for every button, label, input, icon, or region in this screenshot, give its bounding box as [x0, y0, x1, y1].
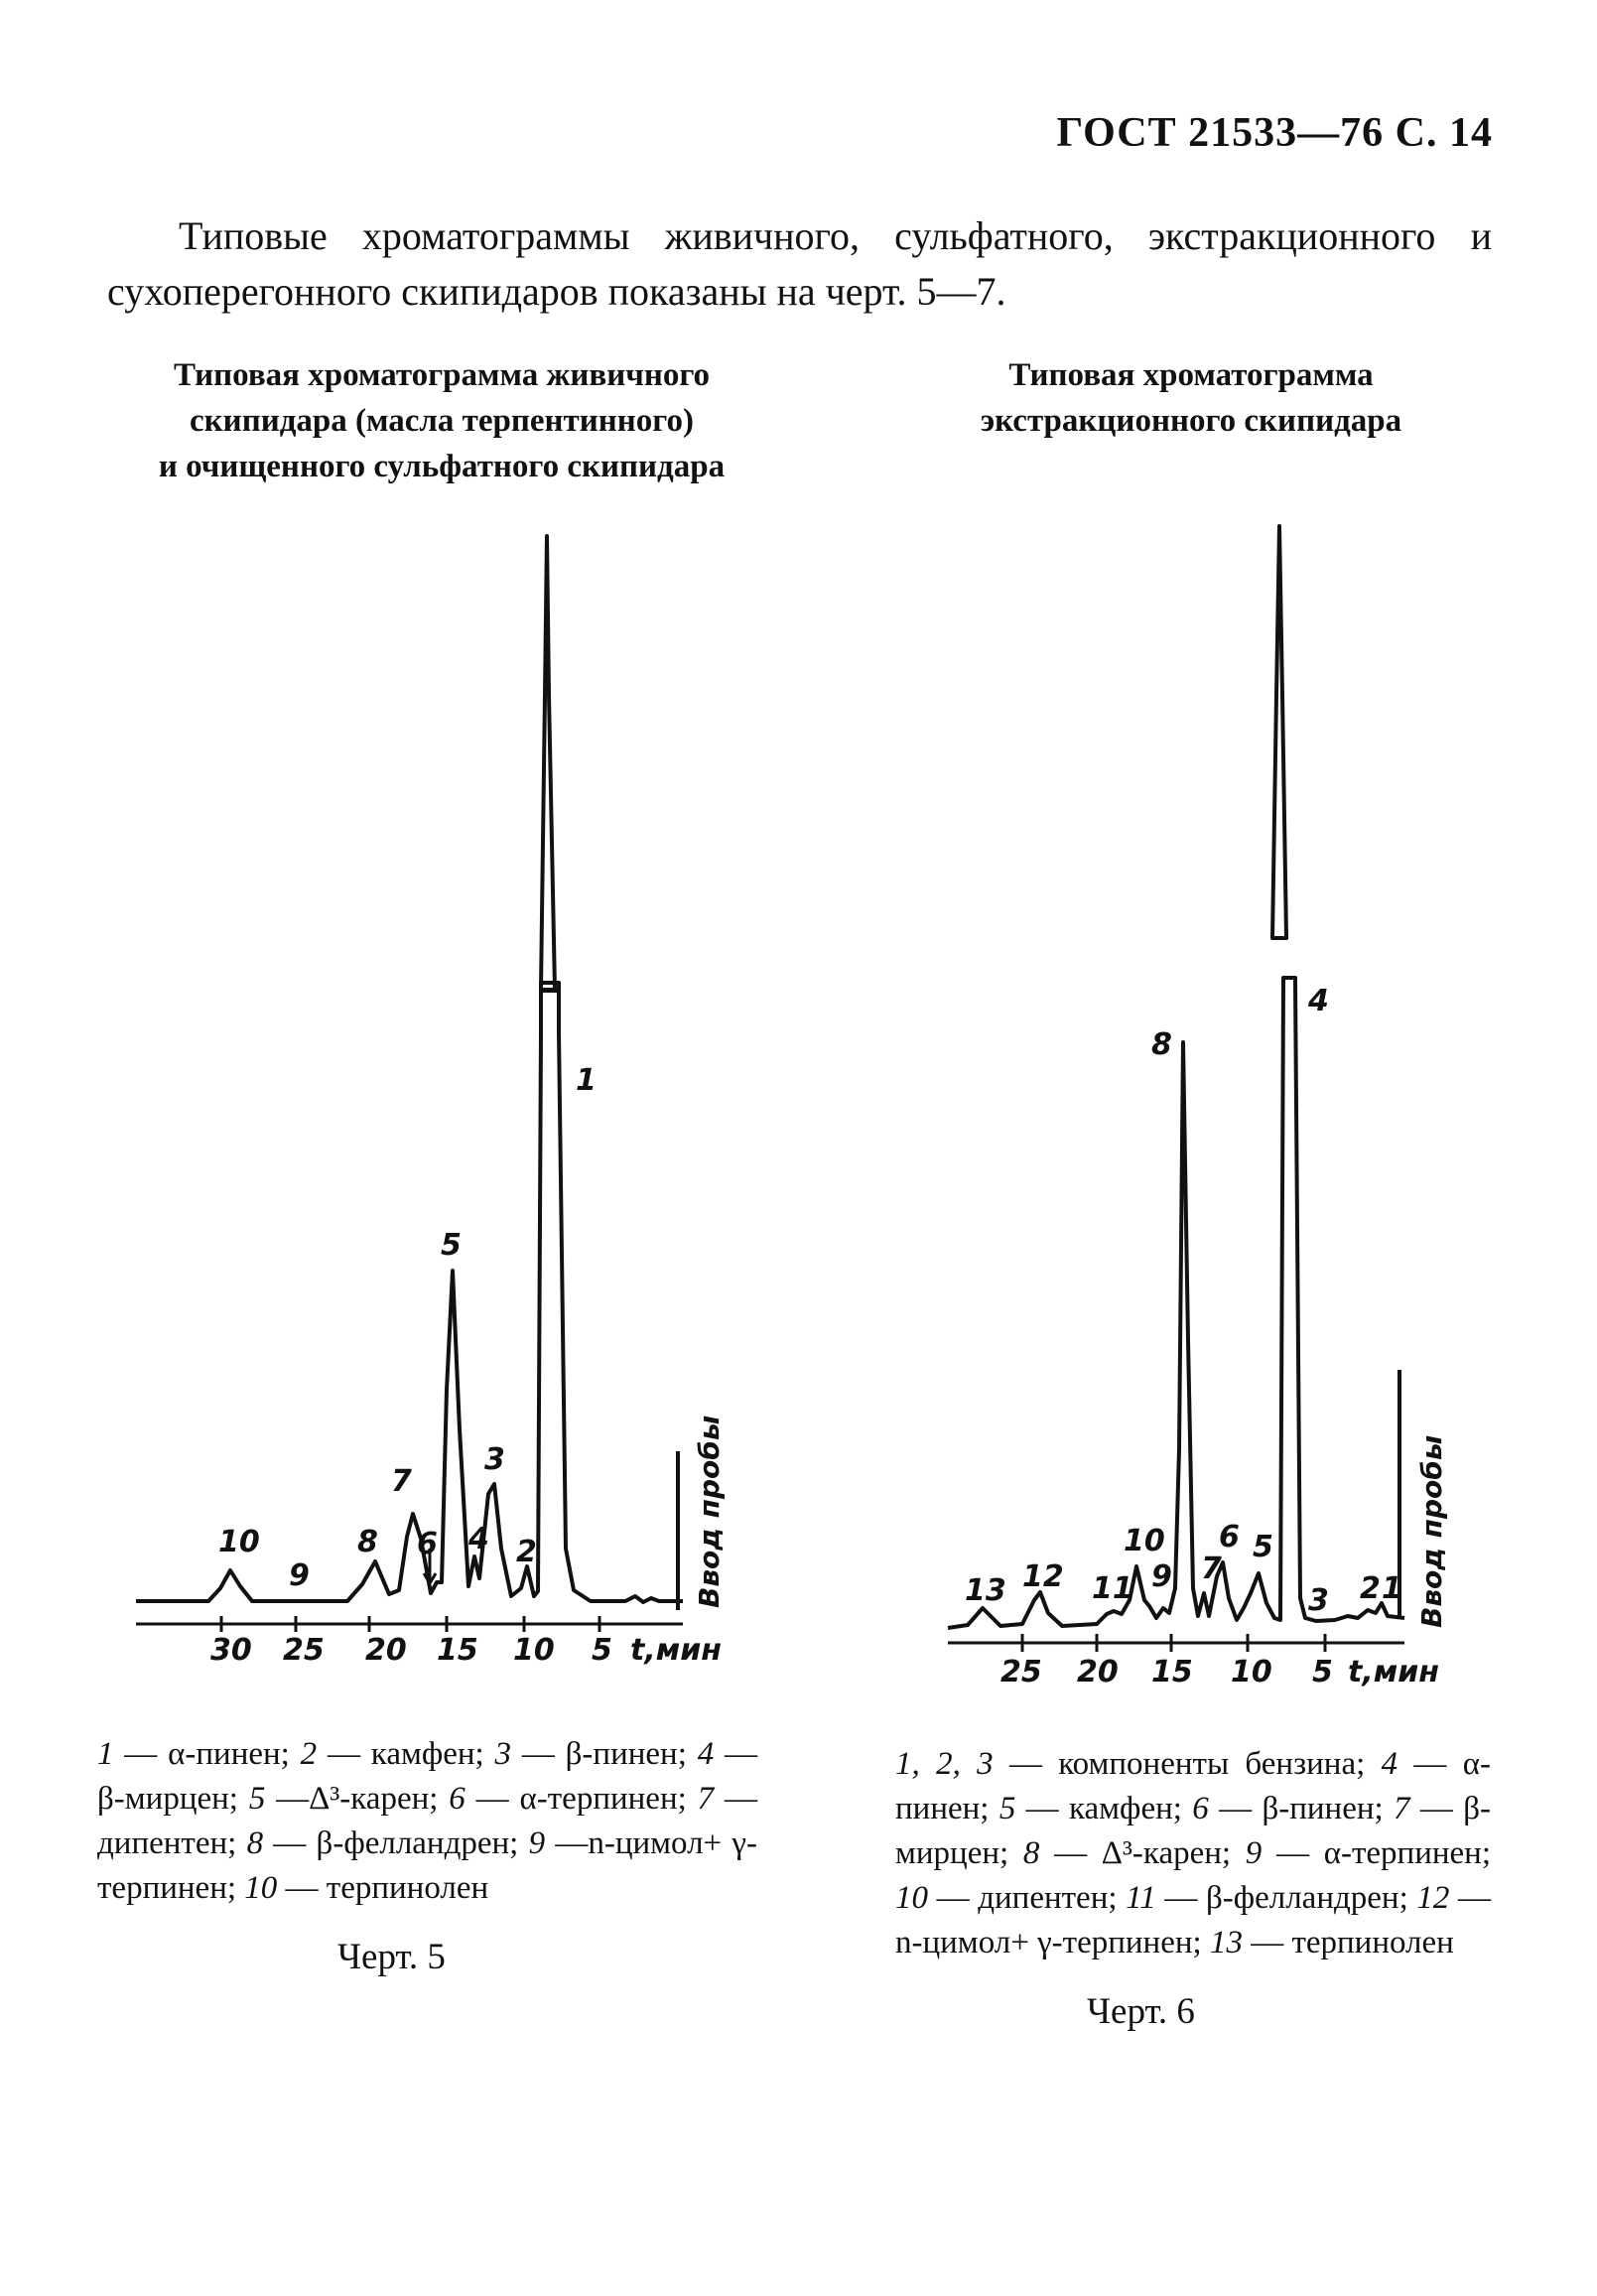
figure5-trace — [136, 991, 683, 1602]
figure6-peak-label: 12 — [1022, 1559, 1064, 1594]
figure5-tick-label: 5 — [592, 1633, 612, 1668]
figure6-legend — [895, 1742, 1491, 1965]
figure5-peak-label: 9 — [289, 1558, 310, 1593]
figure6-legend-text: — α-терпинен; — [1262, 1835, 1491, 1871]
figure5-title-line: скипидара (масла терпентинного) — [190, 403, 694, 439]
figure6-upper-peak — [1272, 526, 1286, 938]
figure6-peak-label: 10 — [1124, 1524, 1165, 1558]
figure6-legend-number: 10 — [895, 1880, 928, 1916]
figure5-peak-label: 3 — [484, 1442, 505, 1477]
figure5-legend-text: —Δ³-карен; — [265, 1781, 450, 1817]
figure6-trace — [948, 978, 1404, 1628]
figure6-tick-label: 15 — [1151, 1655, 1193, 1689]
figure6-peak-label: 7 — [1201, 1552, 1222, 1586]
figure5-peak-label: 6 — [417, 1527, 438, 1561]
figure6-legend-number: 7 — [1394, 1791, 1410, 1826]
figure6-peak-label: 11 — [1092, 1571, 1133, 1606]
figure5-legend-text: — β-мирцен; — [97, 1736, 758, 1817]
figure6-legend-text: — камфен; — [1015, 1791, 1193, 1826]
figure6-peak-label: 13 — [965, 1573, 1006, 1608]
figure6-chart — [948, 526, 1404, 1652]
intro-paragraph: Типовые хроматограммы живичного, сульфатного, экстракционного и сухоперегонного скипидаров показаны на черт. 5—7. — [107, 213, 1492, 314]
figure6-texts — [965, 984, 1448, 1689]
figure5-legend-text: — камфен; — [317, 1736, 495, 1772]
figure5-legend-text: — β-фелландрен; — [263, 1825, 529, 1861]
figure5-legend-text: —n-цимол+ γ-терпинен; — [97, 1825, 757, 1906]
figure5-peak-label: 8 — [357, 1525, 378, 1559]
figure5-legend-number: 5 — [248, 1781, 266, 1817]
figure5-upper-peak — [541, 536, 555, 990]
figure6-legend-number: 9 — [1245, 1835, 1263, 1871]
figure5-tick-label: 20 — [365, 1633, 407, 1668]
figure6-vertical-label: Ввод пробы — [1415, 1434, 1448, 1628]
figure6-legend-text: — β-фелландрен; — [1155, 1880, 1417, 1916]
figure6-legend-text: — β-пинен; — [1208, 1791, 1395, 1826]
page-header: ГОСТ 21533—76 С. 14 — [1056, 110, 1493, 156]
figure5-peak-label: 5 — [441, 1228, 462, 1263]
figure6-tick-label: 25 — [1000, 1655, 1042, 1689]
figure6-peak-label: 1 — [1382, 1571, 1402, 1606]
figure5-legend-number: 7 — [697, 1781, 715, 1817]
figure5-axis-unit: t,мин — [630, 1633, 723, 1668]
figure6-legend-text: — α-пинен; — [895, 1746, 1492, 1826]
figure6-tick-label: 5 — [1312, 1655, 1333, 1689]
figure6-legend-number: 4 — [1381, 1746, 1398, 1782]
figure6-legend-number: 6 — [1192, 1791, 1209, 1826]
figure6-peak-label: 3 — [1308, 1583, 1329, 1618]
figure6-title-line: Типовая хроматограмма — [1008, 357, 1374, 393]
figure6-title-line: экстракционного скипидара — [980, 403, 1402, 439]
figure6-tick-label: 20 — [1077, 1655, 1119, 1689]
figure6-legend-number: 8 — [1022, 1835, 1040, 1871]
figure5-title-line: и очищенного сульфатного скипидара — [158, 449, 726, 484]
figure6-caption: Черт. 6 — [1087, 1991, 1195, 2032]
figure6-legend-text: — n-цимол+ γ-терпинен; — [895, 1880, 1491, 1960]
figure6-legend-number: 12 — [1416, 1880, 1450, 1916]
figure5-vertical-label: Ввод пробы — [693, 1415, 726, 1608]
figure6-peak-label: 8 — [1151, 1027, 1172, 1062]
figure5-caption: Черт. 5 — [337, 1937, 446, 1977]
figure5-legend-number: 3 — [494, 1736, 512, 1772]
figure5-peak-label: 10 — [218, 1525, 260, 1559]
figure6-legend-number: 11 — [1126, 1880, 1156, 1916]
figure6-peak-label: 4 — [1308, 984, 1329, 1018]
figure6-peak-label: 9 — [1151, 1559, 1172, 1594]
figure5-legend-number: 1 — [97, 1736, 114, 1772]
figure6-legend-text: — β-мирцен; — [895, 1791, 1491, 1871]
figure6-axis-unit: t,мин — [1348, 1655, 1440, 1689]
figure5-tick-label: 30 — [210, 1633, 252, 1668]
figure5-legend-text: — терпинолен — [277, 1870, 489, 1906]
figure5-legend-number: 9 — [528, 1825, 546, 1861]
figure5-title-line: Типовая хроматограмма живичного — [173, 357, 711, 393]
figure5-legend-number: 8 — [246, 1825, 264, 1861]
figure5-legend-number: 10 — [244, 1870, 278, 1906]
figure5-peak-label: 4 — [468, 1522, 489, 1556]
figure5-legend-number: 4 — [697, 1736, 715, 1772]
figure6-legend-text: — дипентен; — [928, 1880, 1127, 1916]
figure5-legend-text: — α-терпинен; — [465, 1781, 698, 1817]
figure6-tick-label: 10 — [1231, 1655, 1272, 1689]
figure6-peak-label: 5 — [1253, 1530, 1273, 1564]
figure5-tick-label: 25 — [283, 1633, 325, 1668]
figure5-legend-text: — α-пинен; — [113, 1736, 301, 1772]
figure5-tick-label: 15 — [437, 1633, 478, 1668]
figure6-legend-text: — компоненты бензина; — [993, 1746, 1382, 1782]
figure5-legend — [97, 1732, 757, 1911]
figure5-legend-text: — β-пинен; — [511, 1736, 698, 1772]
figure6-legend-text: — терпинолен — [1242, 1925, 1454, 1960]
figure5-legend-text: — дипентен; — [97, 1781, 757, 1861]
figure5-peak-label: 7 — [391, 1464, 412, 1499]
figure5-legend-number: 2 — [300, 1736, 318, 1772]
figure6-legend-number: 13 — [1209, 1925, 1243, 1960]
figure6-legend-text: — Δ³-карен; — [1039, 1835, 1246, 1871]
figure6-peak-label: 6 — [1219, 1520, 1240, 1554]
figure5-peak-label: 1 — [576, 1063, 597, 1098]
figure5-tick-label: 10 — [513, 1633, 555, 1668]
figure5-peak-label: 2 — [516, 1535, 537, 1569]
figure6-peak-label: 2 — [1360, 1571, 1381, 1606]
figure6-legend-number: 1, 2, 3 — [895, 1746, 994, 1782]
figure5-legend-number: 6 — [449, 1781, 466, 1817]
figure6-legend-number: 5 — [998, 1791, 1016, 1826]
